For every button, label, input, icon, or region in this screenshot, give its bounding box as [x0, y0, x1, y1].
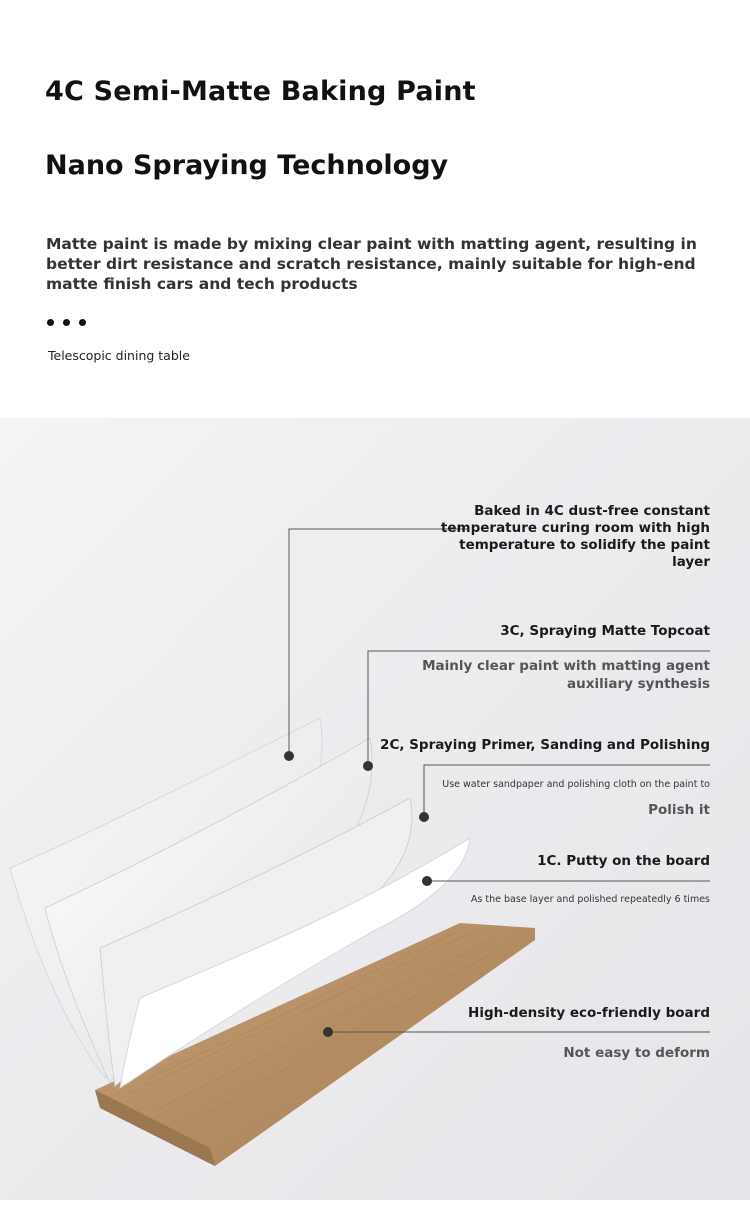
- layer-3c-subtitle: Mainly clear paint with matting agent auxiliary synthesis: [422, 658, 710, 692]
- intro-section: [0, 0, 750, 418]
- layer-2c-subtitle-2: Polish it: [648, 802, 710, 818]
- layer-diagram: [0, 418, 750, 1200]
- layer-3c-title: 3C, Spraying Matte Topcoat: [500, 623, 710, 639]
- dot-1c: [422, 876, 432, 886]
- product-caption: Telescopic dining table: [48, 348, 190, 363]
- page-title: 4C Semi-Matte Baking Paint: [45, 76, 476, 107]
- layer-2c-title: 2C, Spraying Primer, Sanding and Polishing: [380, 737, 710, 753]
- dot: [47, 319, 54, 326]
- page-subtitle: Nano Spraying Technology: [45, 150, 449, 181]
- layer-1c-subtitle: As the base layer and polished repeatedly 6 times: [470, 894, 710, 905]
- description: Matte paint is made by mixing clear paint with matting agent, resulting in better dirt resistance and scratch resistance, mainly suitable for high-end matte finish cars and tech products: [46, 235, 697, 293]
- layer-1c-title: 1C. Putty on the board: [537, 853, 710, 869]
- layer-4c-label: Baked in 4C dust-free constant temperature curing room with high temperature to solidify the paint layer: [440, 503, 710, 570]
- dot-3c: [363, 761, 373, 771]
- dot: [63, 319, 70, 326]
- dot: [79, 319, 86, 326]
- dot-2c: [419, 812, 429, 822]
- dot-4c: [284, 751, 294, 761]
- dots-decoration: [47, 319, 86, 326]
- dot-board: [323, 1027, 333, 1037]
- layer-2c-subtitle: Use water sandpaper and polishing cloth on the paint to: [442, 779, 710, 790]
- board-title: High-density eco-friendly board: [468, 1005, 710, 1021]
- board-subtitle: Not easy to deform: [563, 1045, 710, 1061]
